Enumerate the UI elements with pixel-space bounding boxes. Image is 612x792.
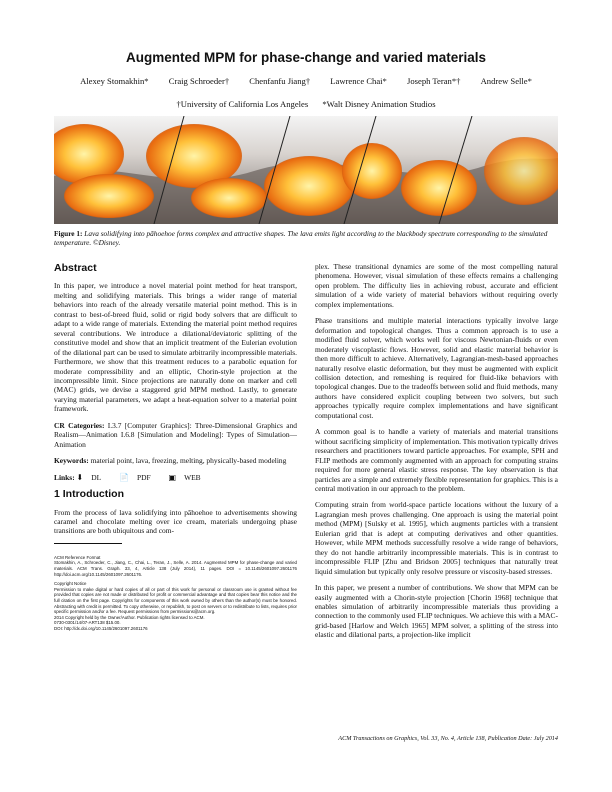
author: Lawrence Chai* <box>330 76 387 86</box>
figure-caption <box>54 229 558 248</box>
lava-blob <box>264 156 354 216</box>
keywords-text: material point, lava, freezing, melting, physically-based modeling <box>90 456 287 466</box>
lava-blob <box>191 178 267 218</box>
caption-text: Lava solidifying into pāhoehoe forms complex and attractive shapes. The lava emits light according to the blackbody spectrum corresponding to the simulated temperature. ©Disney. <box>54 229 548 248</box>
reference-format-label: ACM Reference Format <box>54 554 101 560</box>
author: Andrew Selle* <box>480 76 532 86</box>
cr-categories-text: I.3.7 [Computer Graphics]: Three-Dimensional Graphics and Realism—Animation I.6.8 [Simulation and Modeling]: Types of Simulation—Animation <box>54 420 298 449</box>
doi: DOI: http://dx.doi.org/10.1145/2601097.2601176 <box>54 626 148 631</box>
author-list <box>0 76 612 86</box>
keywords-label: Keywords: <box>54 456 89 466</box>
cr-categories-label: CR Categories: <box>54 420 105 430</box>
reference-format: Stomakhin, A., Schroeder, C., Jiang, C., Chai, L., Teran, J., Selle, A. 2014. Augmented MPM for phase-change and varied materials. ACM Trans. Graph. 33, 4, Article 138 (July 2014), 11 pages. DOI = 10.1145/2601097.2601176 http://doi.acm.org/10.1145/2601097.2601176. <box>54 560 297 577</box>
author: Alexey Stomakhin* <box>80 76 149 86</box>
body-paragraph: Computing strain from world-space particle locations without the luxury of a Lagrangian mesh proves challenging. One approach is using the material point method (MPM) [Sulsky et al. 1995], which augments particles with a transient Eulerian grid that is adept at computing derivatives and other quantities. However, while MPM methods successfully resolve a wide range of behaviors, they do not handle arbitrarily incompressible materials. This is in contrast to incompressible FLIP [Zhu and Bridson 2005] techniques that naturally treat liquid simulation but typically only resolve pressure or viscosity-based stresses. <box>315 500 558 576</box>
links-row <box>54 473 297 482</box>
copyright-label: Copyright Notice <box>54 581 87 587</box>
dl-icon: ⬇ <box>76 472 84 482</box>
dl-link[interactable]: ⬇ DL <box>76 472 102 482</box>
lava-blob <box>342 143 402 199</box>
introduction-heading: 1 Introduction <box>54 488 124 501</box>
cr-categories <box>54 421 297 449</box>
introduction-text: From the process of lava solidifying into pāhoehoe to advertisements showing caramel and chocolate melting over ice cream, materials undergoing phase transitions are both ubiquitous and com- <box>54 507 297 536</box>
footnotes <box>54 555 297 632</box>
teaser-figure <box>54 116 558 224</box>
web-link[interactable]: ▣ WEB <box>168 472 201 482</box>
abstract-heading: Abstract <box>54 262 97 274</box>
lava-blob <box>401 160 477 216</box>
affiliation-list <box>0 99 612 109</box>
body-paragraph: Phase transitions and multiple material interactions typically involve large deformation and topological changes. Thus a common approach is to use a modified fluid solver, which works well for viscous Newtonian-fluids or even moderately viscoplastic flows. However, solid and elastic material behavior is then more difficult to achieve. Alternatively, Lagrangian-mesh-based approaches naturally resolve elastic deformation, but they must be augmented with explicit collision detection, and remeshing is required for fluid-like behaviors with topological changes. Due to the tradeoffs between solid and fluid methods, many authors have considered explicit coupling between two solvers, but such approaches typically require complex implementations and have significant computational cost. <box>315 316 558 420</box>
abstract-text: In this paper, we introduce a novel material point method for heat transport, melting and solidifying materials. This brings a wider range of material behaviors into reach of the already versatile material point method. This is in contrast to best-of-breed fluid, solid or rigid body solvers that are difficult to adapt to a wide range of materials. Extending the material point method requires several contributions. We introduce a dilational/deviatoric splitting of the constitutive model and show that an implicit treatment of the Eulerian evolution of the dilational part can be used to simulate arbitrarily incompressible materials. Furthermore, we show that this treatment reduces to a parabolic equation for moderate compressibility and an elliptic, Chorin-style projection at the incompressible limit. Since projections are naturally done on marker and cell (MAC) grids, we devise a staggered grid MPM method. Lastly, to generate varying material parameters, we adapt a heat-equation solver to a material point framework. <box>54 281 297 414</box>
affiliation: *Walt Disney Animation Studios <box>322 99 436 109</box>
pdf-icon: 📄 <box>119 472 129 482</box>
page-footer: ACM Transactions on Graphics, Vol. 33, No. 4, Article 138, Publication Date: July 2014 <box>338 735 558 742</box>
author: Joseph Teran*† <box>407 76 461 86</box>
affiliation: †University of California Los Angeles <box>176 99 309 109</box>
issn: 0730-0301/14/07-ART138 $15.00. <box>54 620 121 626</box>
web-icon: ▣ <box>168 472 177 482</box>
pdf-link[interactable]: 📄 PDF <box>119 472 151 482</box>
body-paragraph: In this paper, we present a number of contributions. We show that MPM can be easily augmented with a Chorin-style projection [Chorin 1968] technique that enables simulation of arbitrarily incompressible materials thus providing a connection to the commonly used FLIP techniques. We achieve this with a MAC-grid-based [Harlow and Welch 1965] MPM solver, a splitting of the stress into elastic and dilational parts, a projection-like implicit <box>315 583 558 640</box>
paper-title: Augmented MPM for phase-change and varied materials <box>125 50 487 65</box>
left-column <box>54 262 297 632</box>
keywords <box>54 456 297 465</box>
links-label: Links: <box>54 472 75 482</box>
author: Craig Schroeder† <box>168 76 230 86</box>
body-paragraph: A common goal is to handle a variety of materials and material transitions without sacrificing simplicity of implementation. This motivation typically drives researchers and practitioners toward particle approaches. For example, SPH and FLIP methods are commonly augmented with an approach for computing strains required for more general elastic stress response. The key observation is that particles are a simple and extremely flexible representation for graphics. This is a central motivation in our approach to the problem. <box>315 427 558 493</box>
author: Chenfanfu Jiang† <box>249 76 311 86</box>
body-paragraph: plex. These transitional dynamics are some of the most compelling natural phenomena. However, visual simulation of these effects remains a challenging open problem. The difficulty lies in achieving robust, accurate and efficient simulation of a wide variety of material behaviors without requiring overly complex implementations. <box>315 262 558 309</box>
copyright-notice: Permission to make digital or hard copies of all or part of this work for personal or classroom use is granted without fee provided that copies are not made or distributed for profit or commercial advantage and that copies bear this notice and the full citation on the first page. Copyrights for components of this work owned by others than the author(s) must be honored. Abstracting with credit is permitted. To copy otherwise, or republish, to post on servers or to redistribute to lists, requires prior specific permission and/or a fee. Request permissions from permissions@acm.org. <box>54 586 297 615</box>
copyright-year: 2014 Copyright held by the Owner/Author. Publication rights licensed to ACM. <box>54 614 205 620</box>
right-column <box>315 262 558 647</box>
caption-label: Figure 1: <box>54 229 83 238</box>
lava-blob <box>64 174 154 218</box>
footnote-rule <box>54 543 122 544</box>
